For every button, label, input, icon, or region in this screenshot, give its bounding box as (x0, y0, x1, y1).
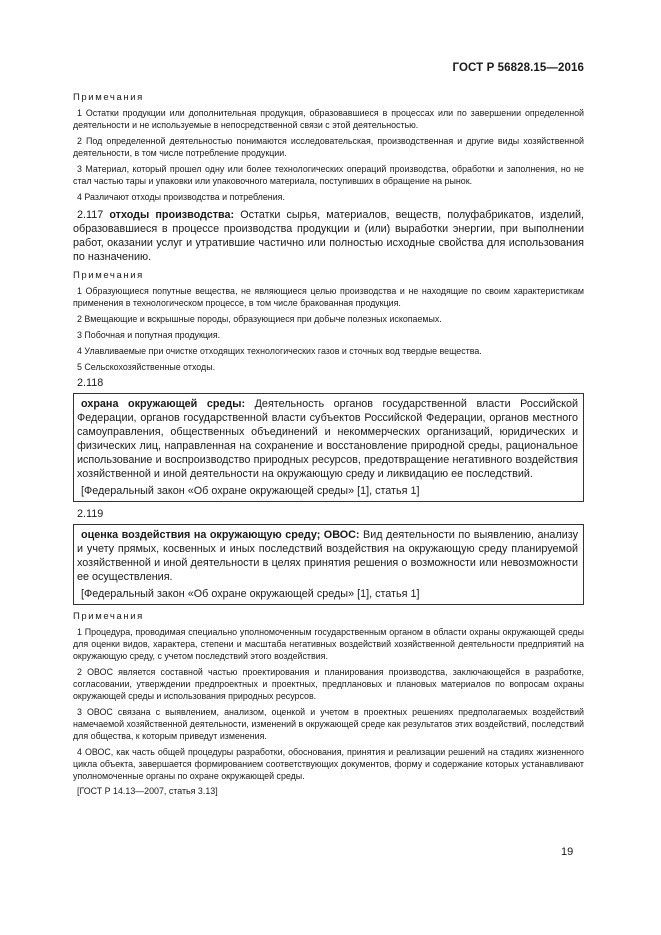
note-item: 3 ОВОС связана с выявлением, анализом, оценкой и учетом в проектных решениях предполагаемых воздействий намечаемой хозяйственной деятельности, изменений в окружающей среде как результатов этих воздействий, последствий для общества, к которым приведут изменения. (73, 707, 584, 741)
note-item: 4 Различают отходы производства и потребления. (77, 192, 285, 202)
term-number: 2.119 (77, 508, 104, 520)
page-number: 19 (561, 846, 574, 858)
note-item: 1 Образующиеся попутные вещества, не являющиеся целью производства и не находящие по своим характеристикам применения в технологическом процессе, в том числе бракованная продукция. (73, 286, 584, 308)
note-item: 3 Материал, который прошел одну или более технологических операций производства, обработки и заполнения, но не стал частью тары и упаковки или упаковочного материала, поступивших в обращение на рынок. (73, 164, 584, 186)
page-content (73, 92, 584, 796)
term-definition: Деятельность органов государственной власти Российской Федерации, органов государственной власти субъектов Российской Федерации, органов местного самоуправления, общественных объединений и некоммерческих организаций, юридических и физических лиц, направленная на сохранение и восстановление природной среды, рациональное использование и воспроизводство природных ресурсов, предотвращение негативного воздействия хозяйственной и иной деятельности на окружающую среду и ликвидацию ее последствий. (77, 398, 578, 480)
term-definition-paragraph (77, 528, 578, 584)
note-item: 3 Побочная и попутная продукция. (77, 330, 221, 340)
notes-title: Примечания (73, 611, 144, 622)
term-box-2-119 (73, 524, 584, 605)
term-definition: Остатки сырья, материалов, веществ, полуфабрикатов, изделий, образовавшиеся в процессе производства продукции и (или) выработки энергии, при выполнении работ, оказании услуг и утратившие частично или полностью исходные свойства для использования по назначению. (73, 209, 585, 263)
notes-block (73, 270, 584, 373)
term-number: 2.118 (77, 377, 104, 389)
note-item: 2 ОВОС является составной частью проектирования и планирования производства, заключающейся в разработке, согласовании, утверждении предпроектных и проектных, предплановых и плановых материалов по вопросам охраны окружающей среды и использования природных ресурсов. (73, 667, 584, 701)
notes-title: Примечания (73, 270, 144, 281)
term-source: [Федеральный закон «Об охране окружающей среды» [1], статья 1] (81, 588, 420, 600)
notes-block (73, 92, 584, 203)
term-entry-2-117 (73, 208, 584, 264)
note-item: 4 ОВОС, как часть общей процедуры разработки, обоснования, принятия и реализации решений на стадиях жизненного цикла объекта, завершается формированием соответствующих документов, форму и содержание которых устанавливают уполномоченные органы по охране окружающей среды. (73, 747, 584, 781)
term-definition: Вид деятельности по выявлению, анализу и учету прямых, косвенных и иных последствий воздействия на окружающую среду планируемой хозяйственной и иной деятельности в целях принятия решения о возможности или невозможности ее осуществления. (77, 529, 578, 583)
note-reference: [ГОСТ Р 14.13—2007, статья 3.13] (77, 786, 218, 796)
term-name: охрана окружающей среды: (81, 398, 246, 410)
note-item: 4 Улавливаемые при очистке отходящих технологических газов и сточных вод твердые вещества. (77, 346, 482, 356)
term-name: оценка воздействия на окружающую среду; ОВОС: (81, 529, 360, 541)
term-definition-paragraph (77, 397, 578, 481)
note-item: 1 Процедура, проводимая специально уполномоченным государственным органом в области охраны окружающей среды для оценки видов, характера, степени и масштаба негативных воздействий хозяйственной деятельности предприятий на окружающую среду, с учетом последствий этого воздействия. (73, 627, 584, 661)
standard-header: ГОСТ Р 56828.15—2016 (452, 62, 584, 74)
note-item: 5 Сельскохозяйственные отходы. (77, 362, 216, 372)
term-box-2-118 (73, 393, 584, 502)
notes-block (73, 611, 584, 796)
term-source: [Федеральный закон «Об охране окружающей среды» [1], статья 1] (81, 485, 420, 497)
note-item: 2 Вмещающие и вскрышные породы, образующиеся при добыче полезных ископаемых. (77, 314, 442, 324)
term-name: отходы производства: (109, 209, 235, 221)
term-number: 2.117 (77, 209, 104, 221)
notes-title: Примечания (73, 92, 144, 103)
note-item: 1 Остатки продукции или дополнительная продукция, образовавшиеся в процессах или по завершении определенной деятельности и не используемые в непосредственной связи с этой деятельностью. (73, 108, 584, 130)
note-item: 2 Под определенной деятельностью понимаются исследовательская, производственная и другие виды хозяйственной деятельности, в том числе потребление продукции. (73, 136, 584, 158)
